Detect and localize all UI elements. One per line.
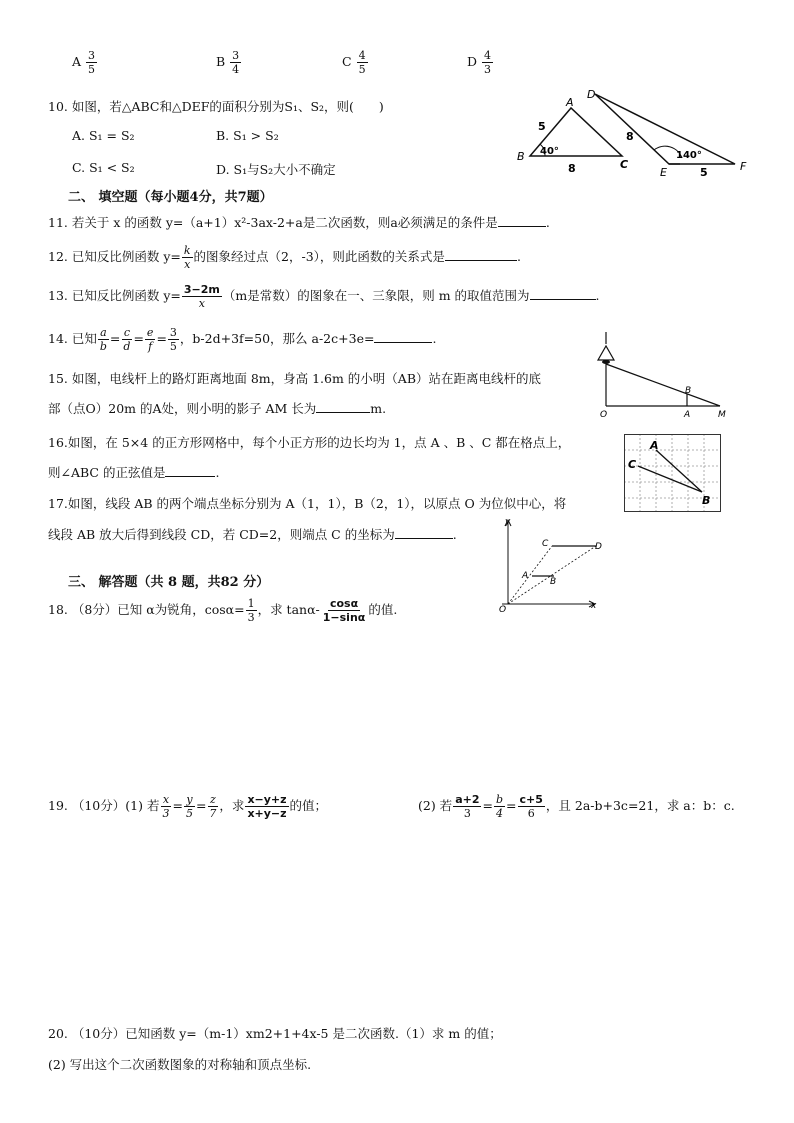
q10-label-a: A: [566, 96, 574, 109]
q10-label-ef: 5: [700, 166, 708, 178]
q9-option-c: C $\frac{4}{5}$: [342, 49, 366, 76]
q10-stem: 10. 如图，若△ABC和△DEF的面积分别为S₁、S₂，则( ): [48, 99, 384, 114]
q15-lamppost-figure: [592, 330, 732, 420]
q17-label-y: y: [505, 517, 511, 527]
q10-option-b: B. S₁ > S₂: [216, 128, 279, 143]
q16-label-a: A: [650, 439, 659, 452]
q10-label-bc: 8: [568, 162, 576, 175]
q9-option-d: D $\frac{4}{3}$: [467, 49, 492, 76]
q15-label-b: B: [685, 386, 692, 396]
q17-label-o: O: [499, 605, 507, 614]
q9-option-a: A $\frac{3}{5}$: [72, 49, 96, 76]
q16-grid-figure: [624, 434, 722, 514]
q20-line-1: 20. （10分）已知函数 y=（m-1）xm2+1+4x-5 是二次函数.（1）求 m 的值；: [48, 1026, 502, 1041]
q17-label-b: B: [550, 577, 557, 587]
q12-answer-blank[interactable]: [445, 250, 517, 261]
q10-option-a: A. S₁ = S₂: [72, 128, 135, 143]
q15-line-2: 部（点O）20m 的A处，则小明的影子 AM 长为 m.: [48, 401, 387, 416]
q16-line-2: 则∠ABC 的正弦值是 .: [48, 465, 220, 480]
q15-answer-blank[interactable]: [316, 402, 370, 413]
q19-part-1: 19. （10分）(1) 若 $\frac{x}{3}$ = $\frac{y}{5}$ = $\frac{z}{7}$ ，求 $\frac{x-y+z}{x+y-z}$ 的值；: [48, 793, 328, 820]
q11-text: 11. 若关于 x 的函数 y=（a+1）x²-3ax-2+a是二次函数，则a必须满足的条件是 .: [48, 215, 550, 230]
q10-label-c: C: [620, 158, 629, 171]
q19-part-2: (2) 若 $\frac{a+2}{3}$ = $\frac{b}{4}$ = $\frac{c+5}{6}$ ，且 2a-b+3c=21，求 a：b：c.: [418, 793, 735, 820]
q10-angle-e: 140°: [676, 150, 702, 161]
q14-text: 14. 已知 $\frac{a}{b}$ = $\frac{c}{d}$ = $\frac{e}{f}$ = $\frac{3}{5}$ ，b-2d+3f=50，那么 a-2c+3e= .: [48, 326, 437, 353]
q17-coordinate-figure: [494, 516, 604, 614]
q15-label-o: O: [600, 410, 608, 420]
q18-text: 18. （8分）已知 α为锐角，cosα= $\frac{1}{3}$ ，求 tanα- $\frac{\cos\alpha}{1-\sin\alpha}$ 的值.: [48, 597, 398, 624]
q16-line-1: 16.如图，在 5×4 的正方形网格中，每个小正方形的边长均为 1，点 A 、B 、C 都在格点上，: [48, 435, 571, 450]
q16-label-b: B: [702, 494, 711, 507]
q10-angle-b: 40°: [540, 146, 559, 157]
q10-triangles-figure: [510, 86, 760, 178]
q10-label-d: D: [587, 88, 596, 101]
q14-answer-blank[interactable]: [374, 332, 432, 343]
q17-label-d: D: [595, 542, 602, 552]
q11-answer-blank[interactable]: [498, 216, 546, 227]
q10-option-d: D. S₁与S₂大小不确定: [216, 162, 336, 177]
section-3-heading: 三、 解答题（共 8 题，共82 分）: [68, 575, 270, 590]
q15-label-m: M: [718, 410, 726, 420]
q13-text: 13. 已知反比例函数 y= $\frac{3-2m}{x}$ （m是常数）的图象在一、三象限，则 m 的取值范围为 .: [48, 283, 600, 310]
q10-label-ab: 5: [538, 120, 546, 133]
q17-label-a: A: [522, 571, 529, 581]
q17-label-c: C: [542, 539, 549, 549]
section-2-heading: 二、 填空题（每小题4分，共7题）: [68, 190, 273, 205]
q12-text: 12. 已知反比例函数 y= $\frac{k}{x}$ 的图象经过点（2，-3），则此函数的关系式是 .: [48, 244, 521, 271]
q17-line-1: 17.如图，线段 AB 的两个端点坐标分别为 A（1，1），B（2，1），以原点 O 为位似中心，将: [48, 496, 567, 511]
q16-label-c: C: [628, 458, 637, 471]
q20-line-2: (2) 写出这个二次函数图象的对称轴和顶点坐标.: [48, 1057, 312, 1072]
q10-option-c: C. S₁ < S₂: [72, 160, 135, 175]
q10-label-b: B: [517, 150, 525, 163]
q13-answer-blank[interactable]: [530, 289, 596, 300]
q15-label-a: A: [684, 410, 691, 420]
q17-label-x: x: [591, 601, 597, 611]
q17-line-2: 线段 AB 放大后得到线段 CD，若 CD=2，则端点 C 的坐标为 .: [48, 527, 457, 542]
q10-label-de: 8: [626, 130, 634, 143]
q15-line-1: 15. 如图，电线杆上的路灯距离地面 8m，身高 1.6m 的小明（AB）站在距离电线杆的底: [48, 371, 542, 386]
q10-label-e: E: [660, 166, 667, 178]
q17-answer-blank[interactable]: [395, 528, 453, 539]
q9-option-b: B $\frac{3}{4}$: [216, 49, 240, 76]
q16-answer-blank[interactable]: [165, 466, 215, 477]
q10-label-f: F: [740, 160, 747, 173]
